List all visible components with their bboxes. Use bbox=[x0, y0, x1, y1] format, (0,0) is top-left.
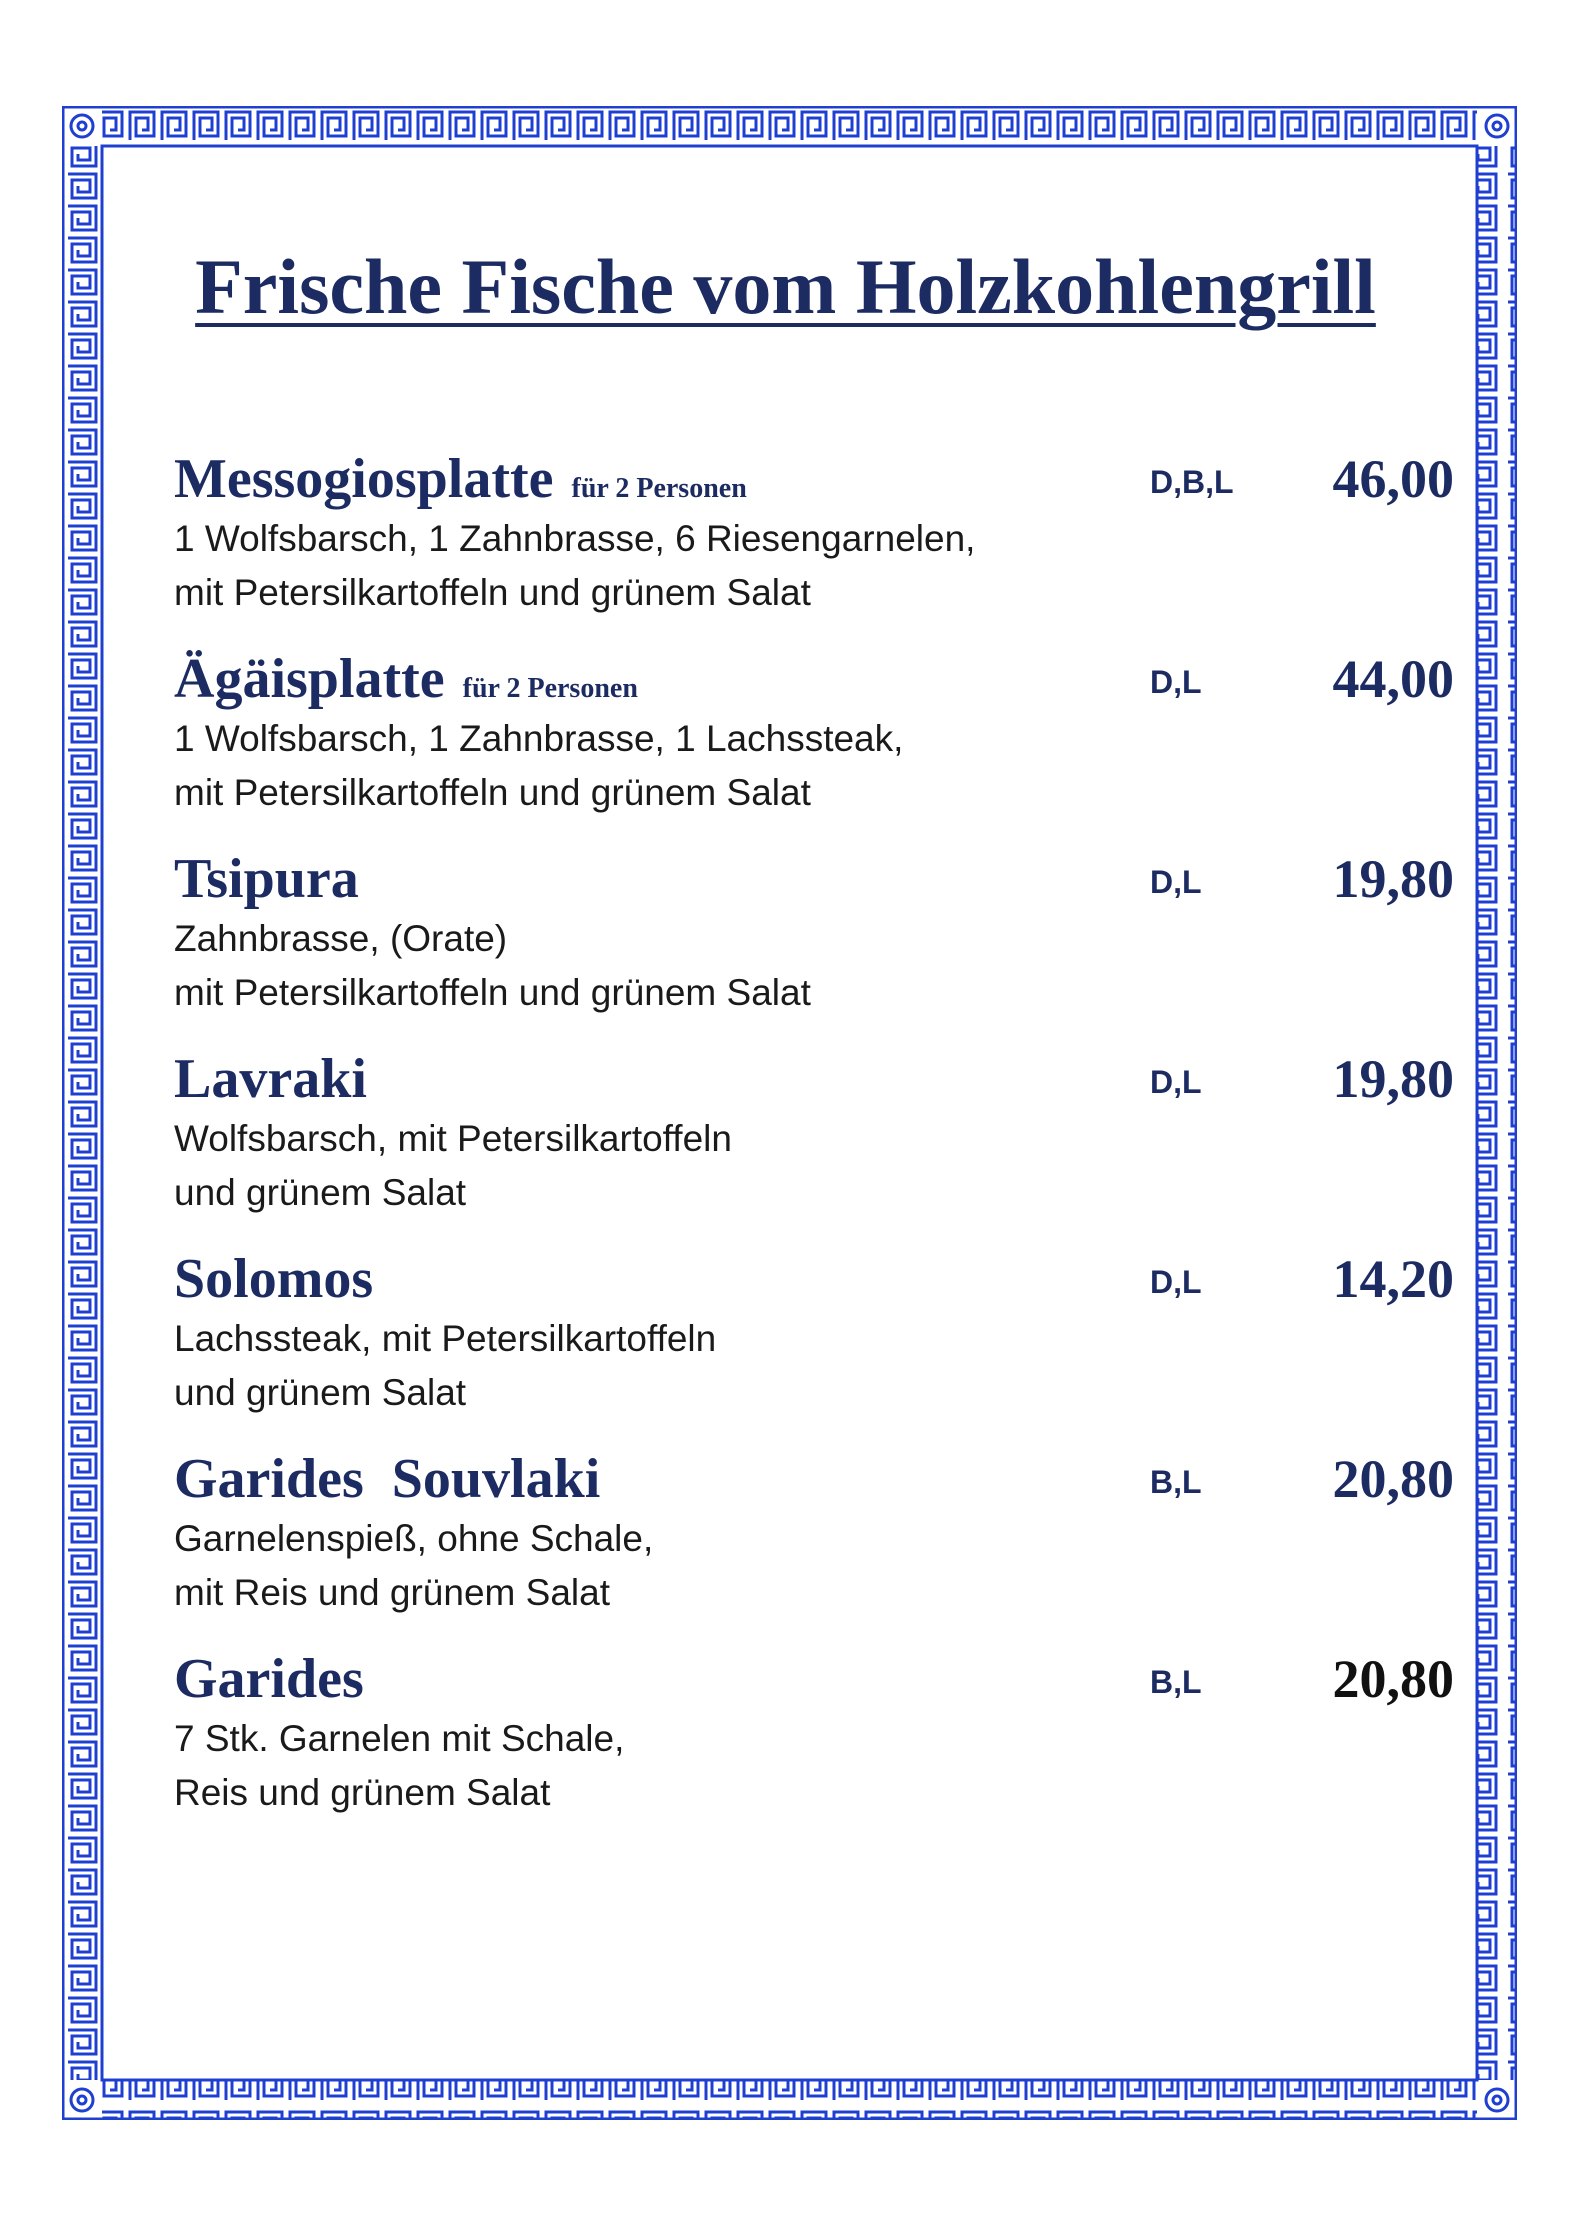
menu-item bbox=[174, 1646, 1454, 1846]
menu-item-name-text: Garides bbox=[174, 1648, 364, 1710]
menu-item-price: 19,80 bbox=[1332, 1049, 1454, 1109]
menu-item-allergen-codes: D,L bbox=[1150, 864, 1202, 900]
menu-item bbox=[174, 646, 1454, 846]
menu-item-header bbox=[174, 646, 1454, 712]
menu-item-name bbox=[174, 1246, 373, 1312]
menu-item-description-line: Garnelenspieß, ohne Schale, bbox=[174, 1518, 654, 1559]
menu-item-description-line: Reis und grünem Salat bbox=[174, 1772, 551, 1813]
menu-item-description-line: 1 Wolfsbarsch, 1 Zahnbrasse, 6 Riesengarnelen, bbox=[174, 518, 976, 559]
menu-item-name-text: Messogiosplatte bbox=[174, 448, 554, 510]
menu-item-description-line: Lachssteak, mit Petersilkartoffeln bbox=[174, 1318, 717, 1359]
menu-item-description-line: mit Petersilkartoffeln und grünem Salat bbox=[174, 772, 811, 813]
menu-item-price: 19,80 bbox=[1332, 849, 1454, 909]
menu-item-header bbox=[174, 1246, 1454, 1312]
menu-item-allergen-codes: D,B,L bbox=[1150, 464, 1234, 500]
menu-item-header bbox=[174, 846, 1454, 912]
menu-item-header bbox=[174, 1446, 1454, 1512]
menu-item-price: 20,80 bbox=[1332, 1449, 1454, 1509]
menu-item-header bbox=[174, 1046, 1454, 1112]
menu-item-note: für 2 Personen bbox=[462, 673, 638, 704]
menu-item-name bbox=[174, 846, 359, 912]
menu-item-description-line: und grünem Salat bbox=[174, 1172, 467, 1213]
menu-item-name-text: Solomos bbox=[174, 1248, 374, 1310]
menu-item-price: 44,00 bbox=[1332, 649, 1454, 709]
menu-item bbox=[174, 846, 1454, 1046]
menu-item-allergen-codes: B,L bbox=[1150, 1664, 1202, 1700]
menu-item-description-line: 1 Wolfsbarsch, 1 Zahnbrasse, 1 Lachssteak, bbox=[174, 718, 904, 759]
menu-item-description-line: mit Petersilkartoffeln und grünem Salat bbox=[174, 972, 811, 1013]
menu-item-description-line: Wolfsbarsch, mit Petersilkartoffeln bbox=[174, 1118, 732, 1159]
menu-item-description-line: mit Petersilkartoffeln und grünem Salat bbox=[174, 572, 811, 613]
menu-item-allergen-codes: B,L bbox=[1150, 1464, 1202, 1500]
menu-item-name bbox=[174, 446, 747, 522]
menu-item bbox=[174, 1046, 1454, 1246]
menu-item-name-text: Lavraki bbox=[174, 1048, 367, 1110]
menu-item-name bbox=[174, 1046, 367, 1112]
menu-item bbox=[174, 446, 1454, 646]
menu-item-header bbox=[174, 446, 1454, 512]
menu-item bbox=[174, 1246, 1454, 1446]
menu-item-description-line: 7 Stk. Garnelen mit Schale, bbox=[174, 1718, 625, 1759]
menu-item-price: 46,00 bbox=[1332, 449, 1454, 509]
menu-item bbox=[174, 1446, 1454, 1646]
menu-item-name bbox=[174, 646, 638, 722]
menu-item-allergen-codes: D,L bbox=[1150, 1064, 1202, 1100]
menu-item-description-line: und grünem Salat bbox=[174, 1372, 467, 1413]
menu-item-price: 20,80 bbox=[1332, 1649, 1454, 1709]
menu-item-description-line: Zahnbrasse, (Orate) bbox=[174, 918, 508, 959]
menu-item-name bbox=[174, 1646, 364, 1712]
menu-item-note: für 2 Personen bbox=[571, 473, 747, 504]
menu-item-allergen-codes: D,L bbox=[1150, 1264, 1202, 1300]
menu-item-allergen-codes: D,L bbox=[1150, 664, 1202, 700]
menu-item-description-line: mit Reis und grünem Salat bbox=[174, 1572, 610, 1613]
menu-item-name-text: Ägäisplatte bbox=[174, 648, 445, 710]
menu-item-header bbox=[174, 1646, 1454, 1712]
menu-item-name-text: Garides Souvlaki bbox=[174, 1448, 601, 1510]
page-title: Frische Fische vom Holzkohlengrill bbox=[195, 243, 1376, 330]
menu-item-name bbox=[174, 1446, 600, 1512]
menu-item-price: 14,20 bbox=[1332, 1249, 1454, 1309]
menu-item-name-text: Tsipura bbox=[174, 848, 359, 910]
